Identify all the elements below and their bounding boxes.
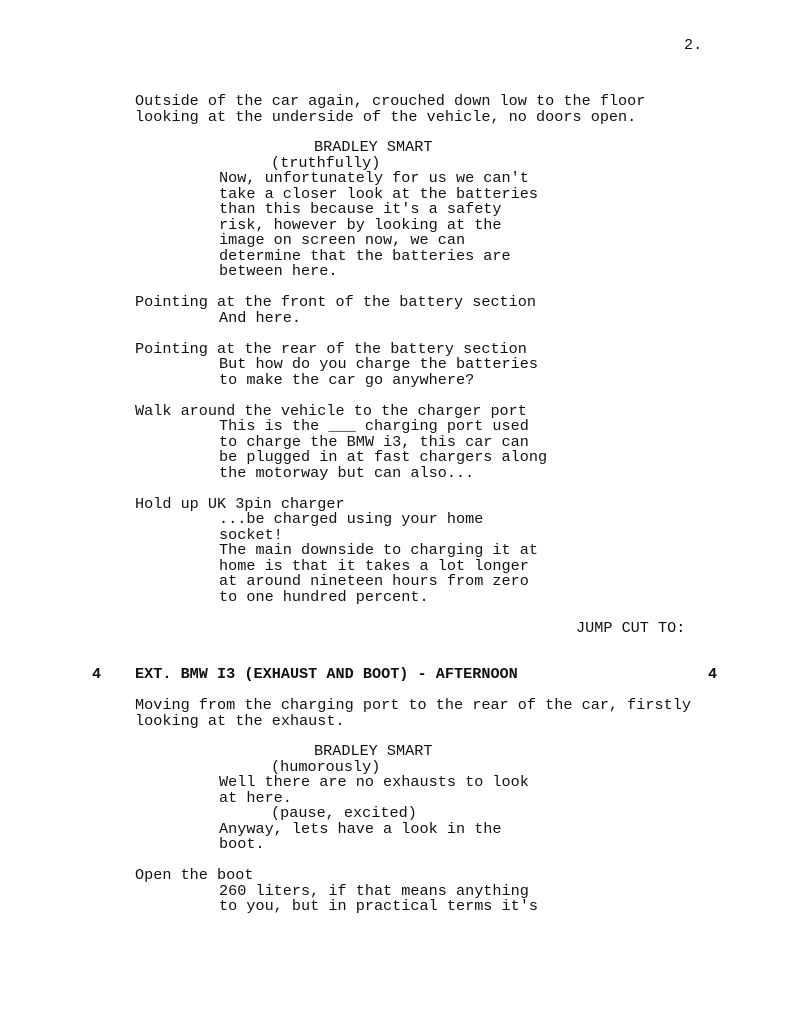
action-line: looking at the exhaust. [135, 712, 345, 730]
scene-heading: EXT. BMW I3 (EXHAUST AND BOOT) - AFTERNOON [135, 665, 518, 683]
dialogue-line: between here. [219, 262, 338, 280]
dialogue-line: at around nineteen hours from zero [219, 572, 529, 590]
dialogue-line: be plugged in at fast chargers along [219, 448, 548, 466]
dialogue-line: The main downside to charging it at [219, 541, 538, 559]
dialogue-line: image on screen now, we can [219, 231, 466, 249]
dialogue-line: to make the car go anywhere? [219, 371, 475, 389]
action-line: looking at the underside of the vehicle, no doors open. [135, 108, 637, 126]
action-line: Pointing at the front of the battery section [135, 293, 537, 311]
character-name: BRADLEY SMART [314, 138, 433, 156]
dialogue-line: ...be charged using your home [219, 510, 484, 528]
dialogue-line: to one hundred percent. [219, 588, 429, 606]
dialogue-line: This is the ___ charging port used [219, 417, 529, 435]
dialogue-line: home is that it takes a lot longer [219, 557, 529, 575]
dialogue-line: boot. [219, 835, 265, 853]
scene-number-left: 4 [92, 665, 102, 683]
dialogue-line: to charge the BMW i3, this car can [219, 433, 529, 451]
dialogue-line: Now, unfortunately for us we can't [219, 169, 529, 187]
action-line: Pointing at the rear of the battery section [135, 340, 527, 358]
dialogue-line: Well there are no exhausts to look [219, 773, 529, 791]
dialogue-line: to you, but in practical terms it's [219, 897, 538, 915]
dialogue-line: But how do you charge the batteries [219, 355, 538, 373]
parenthetical: (truthfully) [271, 154, 381, 172]
action-line: Walk around the vehicle to the charger port [135, 402, 527, 420]
dialogue-line: 260 liters, if that means anything [219, 882, 529, 900]
dialogue-line: determine that the batteries are [219, 247, 511, 265]
dialogue-line: And here. [219, 309, 302, 327]
dialogue-line: Anyway, lets have a look in the [219, 820, 502, 838]
action-line: Moving from the charging port to the rear of the car, firstly [135, 696, 691, 714]
action-line: Hold up UK 3pin charger [135, 495, 345, 513]
dialogue-line: than this because it's a safety [219, 200, 502, 218]
dialogue-line: the motorway but can also... [219, 464, 475, 482]
dialogue-line: take a closer look at the batteries [219, 185, 538, 203]
transition: JUMP CUT TO: [576, 619, 686, 637]
dialogue-line: risk, however by looking at the [219, 216, 502, 234]
parenthetical: (pause, excited) [271, 804, 417, 822]
page-number: 2. [684, 36, 703, 54]
character-name: BRADLEY SMART [314, 742, 433, 760]
action-line: Outside of the car again, crouched down low to the floor [135, 92, 646, 110]
dialogue-line: at here. [219, 789, 292, 807]
parenthetical: (humorously) [271, 758, 381, 776]
action-line: Open the boot [135, 866, 254, 884]
scene-number-right: 4 [708, 665, 718, 683]
dialogue-line: socket! [219, 526, 283, 544]
